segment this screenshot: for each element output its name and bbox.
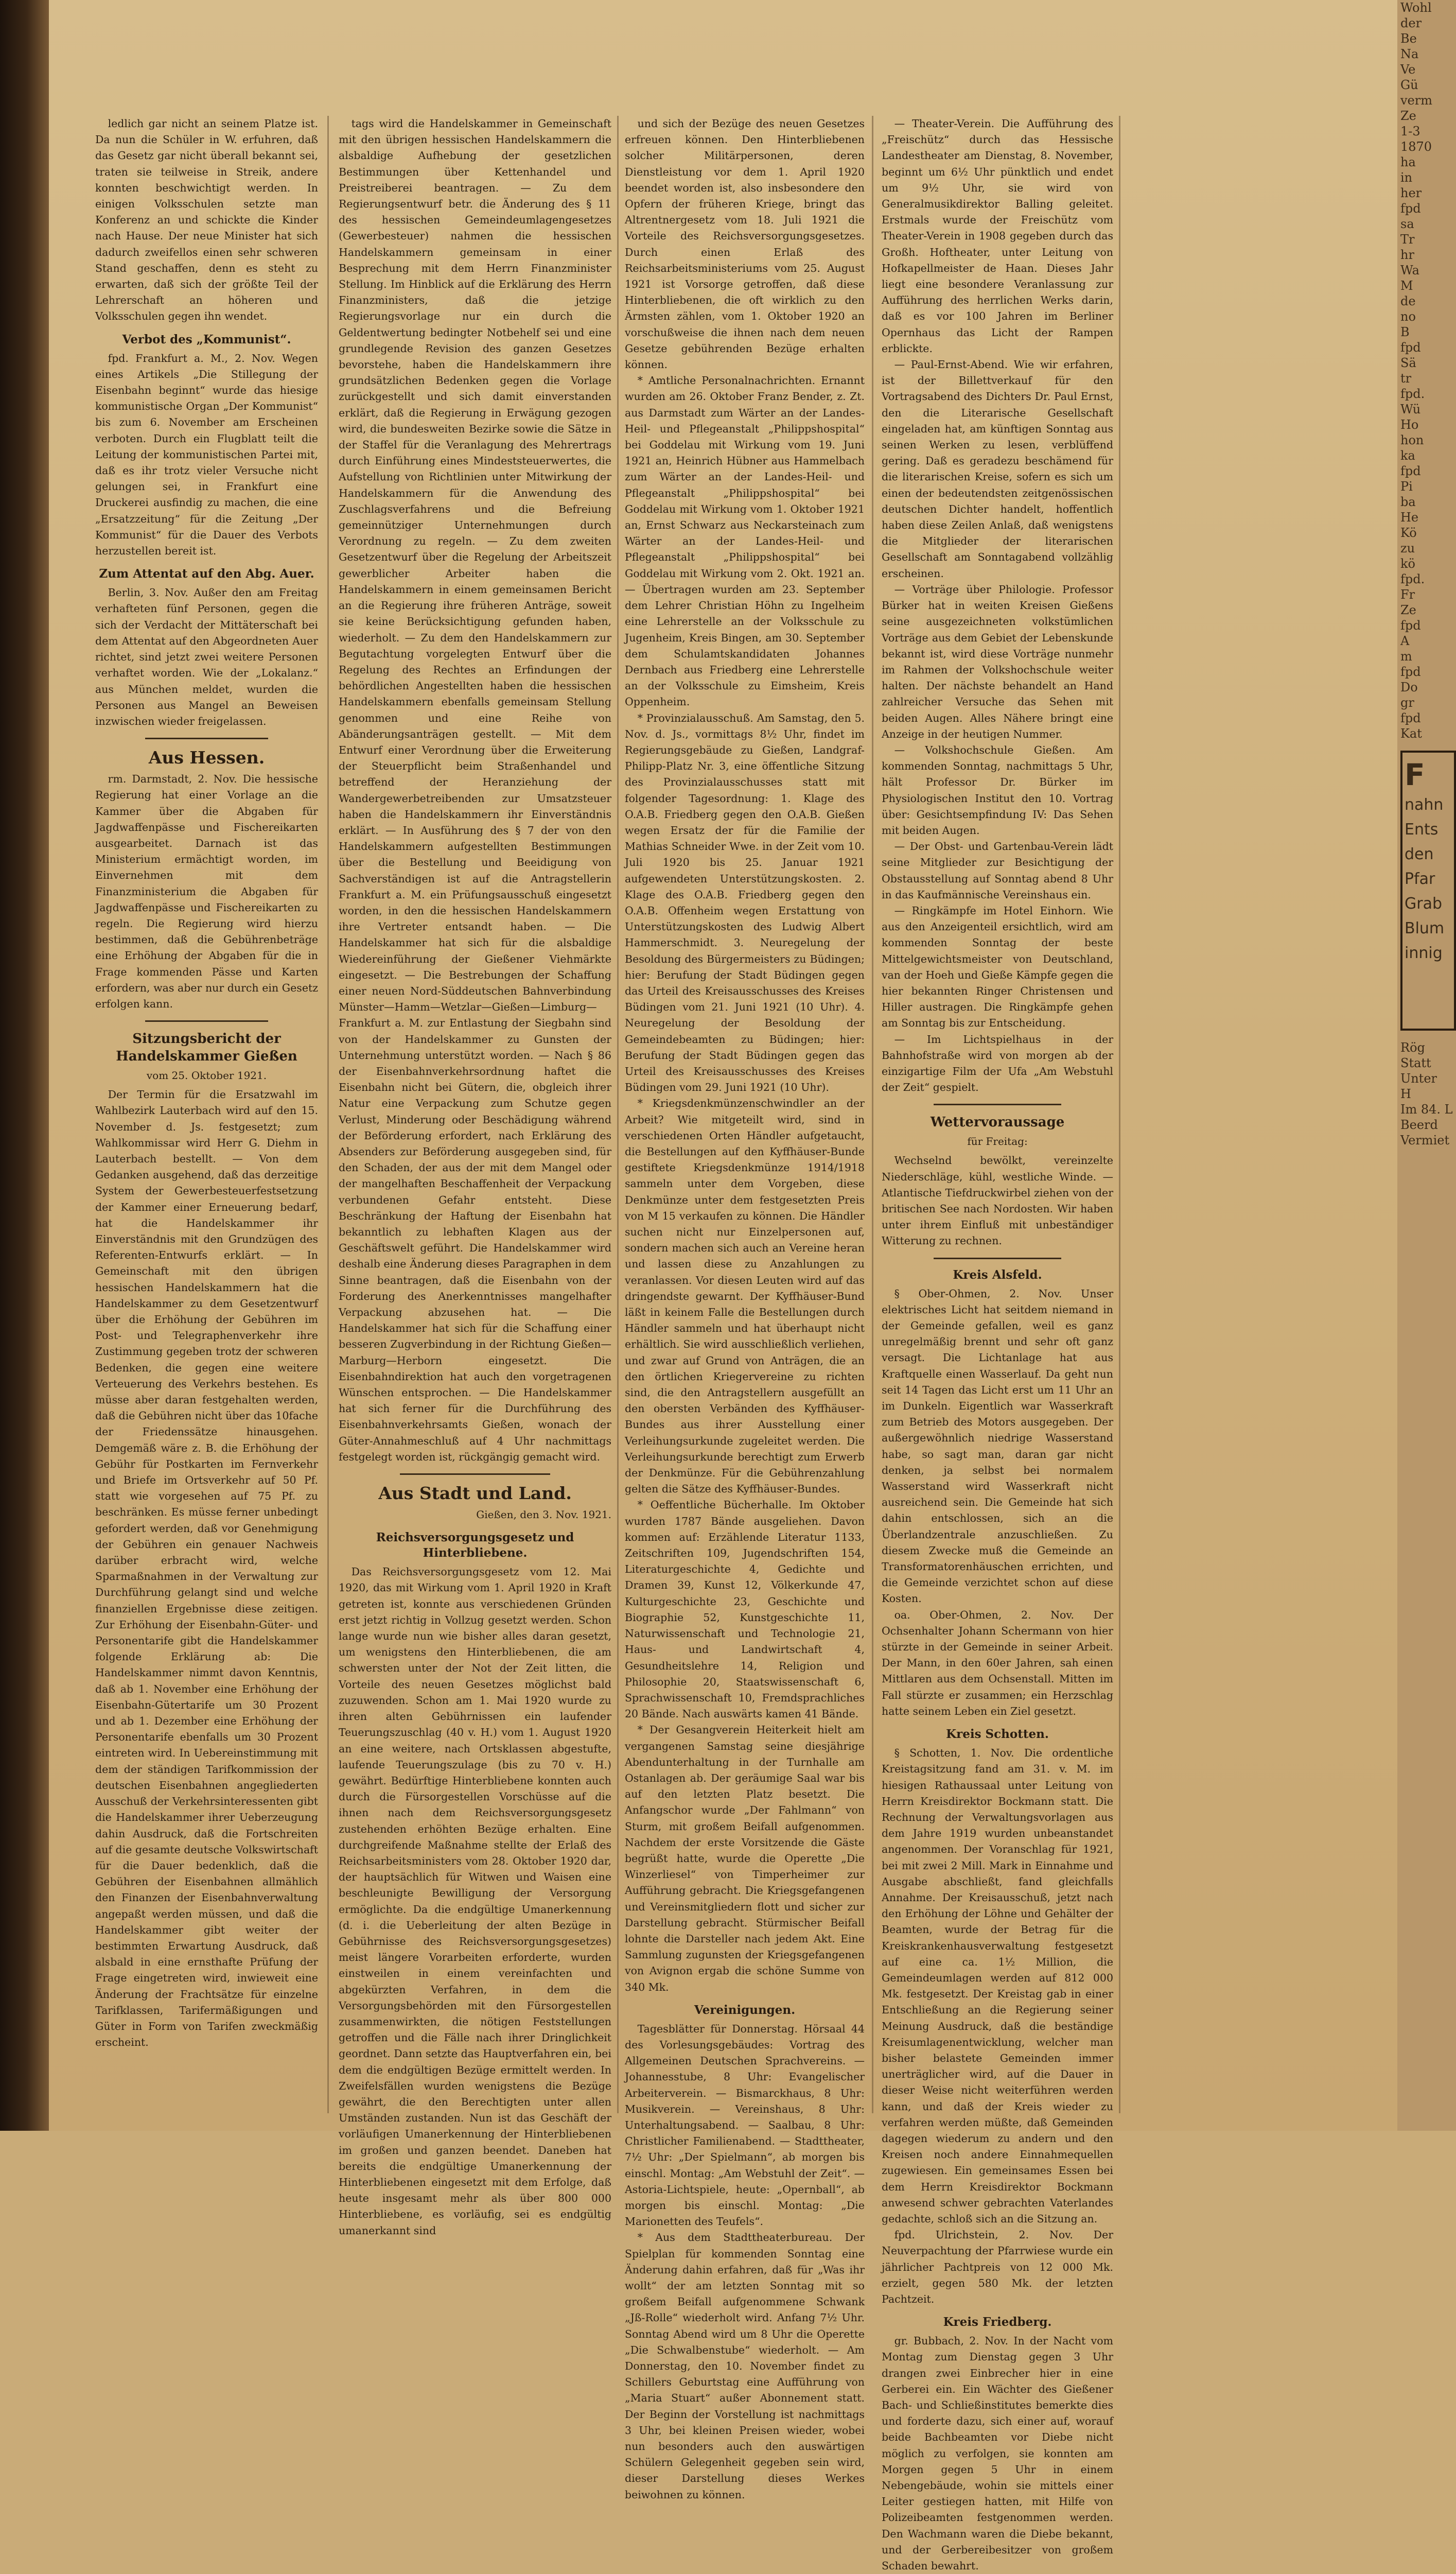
headline: Kreis Alsfeld. bbox=[953, 1267, 1042, 1282]
article-text: * Amtliche Personalnachrichten. Ernannt wurden am 26. Oktober Franz Bender, z. Zt. aus Darmstadt zum Wärter an der Landes-Heil- und Pflegeanstalt „Philippshospital“ bei Goddelau mit Wirkung vom 19. Juni 1921 an, Heinrich Hübner aus Hammelbach zum Wärter an der Landes-Heil- und Pflegeanstalt „Philippshospital“ bei Goddelau mit Wirkung vom 1. Oktober 1921 an, Ernst Schwarz aus Neckarsteinach zum Wärter an der Landes-Heil- und Pflegeanstalt „Philippshospital“ bei Goddelau mit Wirkung vom 2. Okt. 1921 an. — Übertragen wurden am 23. September dem Lehrer Christian Höhn zu Ingelheim eine Lehrerstelle an der Volksschule zu Jugenheim, Kreis Bingen, am 30. September dem Schulamtskandidaten Johannes Dernbach aus Friedberg eine Lehrerstelle an der Volksschule zu Eimsheim, Kreis Oppenheim. bbox=[625, 374, 865, 708]
headline: Verbot des „Kommunist“. bbox=[122, 332, 291, 346]
strip-line: ka bbox=[1400, 448, 1415, 463]
strip-line: hon bbox=[1400, 433, 1424, 447]
strip-line: fpd bbox=[1400, 340, 1421, 355]
article-text: fpd. Ulrichstein, 2. Nov. Der Neuverpachtung der Pfarrwiese wurde ein jährlicher Pachtpreis von 12 000 Mk. erzielt, gegen 580 Mk. der letzten Pachtzeit. bbox=[882, 2229, 1113, 2305]
strip-line: Statt bbox=[1400, 1056, 1431, 1070]
article-text: — Ringkämpfe im Hotel Einhorn. Wie aus den Anzeigenteil ersichtlich, wird am kommenden Sonntag der beste Mittelgewichtsmeister von Deutschland, van der Hoeh und Gieße Kämpfe gegen die hier bekannten Ringer Christensen und Hiller austragen. Die Ringkämpfe gehen am Sonntag bis zur Entscheidung. bbox=[882, 904, 1113, 1030]
strip-line: Wohl bbox=[1400, 1, 1432, 15]
book-binding bbox=[0, 0, 49, 2131]
strip-line: Pi bbox=[1400, 479, 1413, 494]
strip-line: B bbox=[1400, 325, 1410, 339]
dateline: Gießen, den 3. Nov. 1921. bbox=[476, 1508, 611, 1521]
strip-line: her bbox=[1400, 186, 1422, 200]
strip-line: Be bbox=[1400, 31, 1417, 46]
strip-line: tr bbox=[1400, 371, 1412, 386]
strip-line: zu bbox=[1400, 541, 1415, 555]
strip-line: fpd bbox=[1400, 711, 1421, 725]
strip-line: 1870 bbox=[1400, 140, 1432, 154]
strip-line: in bbox=[1400, 170, 1413, 185]
article-text: — Vorträge über Philologie. Professor Bürker hat in weiten Kreisen Gießens seine ausgezeichneten volkstümlichen Vorträge aus dem Gebiet der Lebenskunde bekannt ist, wird diese Vorträge nunmehr im Rahmen der Volkshochschule weiter halten. Der nächste behandelt an Hand zahlreicher Versuche das Sehen mit beiden Augen. Alles Nähere bringt eine Anzeige in der heutigen Nummer. bbox=[882, 583, 1113, 740]
section-headline: Sitzungsbericht der Handelskammer Gießen bbox=[116, 1031, 297, 1065]
strip-text-lines bbox=[1397, 0, 1456, 741]
column-rule bbox=[872, 116, 873, 2113]
strip-line: hr bbox=[1400, 248, 1414, 262]
strip-line: m bbox=[1400, 649, 1412, 664]
strip-line: Rög bbox=[1400, 1040, 1425, 1055]
strip-ad-line: Ents bbox=[1405, 821, 1439, 839]
strip-line: Beerd bbox=[1400, 1118, 1438, 1132]
headline-date: vom 25. Oktober 1921. bbox=[146, 1069, 267, 1082]
divider bbox=[145, 738, 268, 739]
strip-line: Wa bbox=[1400, 263, 1419, 277]
headline: Reichsversorgungsgesetz und Hinterbliebene. bbox=[376, 1531, 574, 1560]
strip-line: fpd bbox=[1400, 464, 1421, 478]
strip-ad-line: innig bbox=[1405, 944, 1443, 962]
weather-subheadline: für Freitag: bbox=[967, 1135, 1028, 1148]
strip-line: ba bbox=[1400, 495, 1416, 509]
strip-line: M bbox=[1400, 279, 1413, 293]
article-text: Das Reichsversorgungsgesetz vom 12. Mai 1920, das mit Wirkung vom 1. April 1920 in Kraft getreten ist, konnte aus verschiedenen Gründen erst jetzt richtig in Vollzug gesetzt werden. Schon lange wurde nun wie bisher alles daran gesetzt, um wenigstens den Hinterbliebenen, die am schwersten unter der Not der Zeit litten, die Vorteile des neuen Gesetzes möglichst bald zuzuwenden. Schon am 1. Mai 1920 wurde zu ihren alten Gebührnissen ein laufender Teuerungszuschlag (40 v. H.) vom 1. August 1920 an eine weitere, nach Ortsklassen abgestufte, laufende Teuerungszulage (bis zu 70 v. H.) gewährt. Bedürftige Hinterbliebene konnten auch durch die Fürsorgestellen Vorschüsse auf die ihnen nach dem Reichsversorgungsgesetz zustehenden erhöhten Bezüge erhalten. Eine durchgreifende Maßnahme stellte der Erlaß des Reichsarbeitsministers vom 28. Oktober 1920 dar, der hauptsächlich für Witwen und Waisen eine beschleunigte Bewilligung der Versorgung ermöglichte. Da die endgültige Umanerkennung (d. i. die Ueberleitung der alten Bezüge in Gebührnisse des Reichsversorgungsgesetzes) meist längere Vorarbeiten erforderte, wurden einstweilen in einem vereinfachten und abgekürzten Verfahren, in dem die Versorgungsbehörden mit den Fürsorgestellen zusammenwirkten, die nötigen Feststellungen getroffen und die Fälle nach ihrer Dringlichkeit geordnet. Dann setzte das Hauptverfahren ein, bei dem die endgültigen Bezüge ermittelt werden. In Zweifelsfällen wurden wenigstens die Bezüge gewährt, die den Berechtigten unter allen Umständen zustanden. Nun ist das Geschäft der vorläufigen Umanerkennung der Hinterbliebenen im großen und ganzen beendet. Daneben hat bereits die endgültige Umanerkennung der Hinterbliebenen eingesetzt mit dem Erfolge, daß heute insgesamt mehr als über 800 000 Hinterbliebene, es vorläufig, sei es endgültig umanerkannt sind bbox=[339, 1566, 611, 2237]
divider bbox=[400, 1473, 550, 1475]
strip-line: Kö bbox=[1400, 526, 1417, 540]
strip-line: Ze bbox=[1400, 603, 1416, 617]
article-text: § Schotten, 1. Nov. Die ordentliche Kreistagsitzung fand am 31. v. M. im hiesigen Rathaussaal unter Leitung von Herrn Kreisdirektor Bockmann statt. Die Rechnung der Verwaltungsvorlagen aus dem Jahre 1919 wurden unbeanstandet angenommen. Der Voranschlag für 1921, bei mit zwei 2 Mill. Mark in Einnahme und Ausgabe abschließt, fand gleichfalls Annahme. Der Kreisausschuß, jetzt nach den Erhöhung der Löhne und Gehälter der Beamten, wurde der Betrag für die Kreiskrankenhausverwaltung festgesetzt auf eine ca. 1½ Million, die Gemeindeumlagen werden auf 812 000 Mk. festgesetzt. Der Kreistag gab in einer Entschließung an die Regierung seiner Meinung Ausdruck, daß die beständige Kreisumlagenentwicklung, welcher man bisher belastete Gemeinden immer unerträglicher wird, auf die Dauer in dieser Weise nicht weiterführen werden kann, und daß der Kreis wieder zu verfahren werden müßte, daß Gemeinden dagegen wiederum zu andern und den Kreisen noch andere Einnahmequellen zugewiesen. Ein gemeinsames Essen bei dem Herrn Kreisdirektor Bockmann anwesend schwer gebrachten Vaterlandes gedachte, schloß sich an die Sitzung an. bbox=[882, 1747, 1113, 2225]
strip-line: Im 84. L bbox=[1400, 1102, 1453, 1117]
article-text: und sich der Bezüge des neuen Gesetzes erfreuen können. Den Hinterbliebenen solcher Militärpersonen, deren Dienstleistung vor dem 1. April 1920 beendet worden ist, also insbesondere den Opfern der früheren Kriege, bringt das Altrentnergesetz vom 18. Juli 1921 die Vorteile des Reichsversorgungsgesetzes. Durch einen Erlaß des Reichsarbeitsministeriums vom 25. August 1921 ist Vorsorge getroffen, daß diese Hinterbliebenen, die oft wirklich zu den Ärmsten zählen, vom 1. Oktober 1920 an vorschußweise die ihnen nach dem neuen Gesetze gebührenden Bezüge erhalten können. bbox=[625, 117, 865, 371]
strip-advertisement bbox=[1400, 751, 1456, 1031]
strip-line: fpd bbox=[1400, 201, 1421, 216]
column-3 bbox=[625, 116, 865, 2501]
adjacent-page-strip bbox=[1397, 0, 1456, 2131]
article-text: tags wird die Handelskammer in Gemeinschaft mit den übrigen hessischen Handelskammern die alsbaldige Aufhebung der gesetzlichen Bestimmungen über Kettenhandel und Preistreiberei beantragen. — Zu dem Regierungsentwurf betr. die Änderung des § 11 des hessischen Gemeindeumlagengesetzes (Gewerbesteuer) nahmen die hessischen Handelskammern gemeinsam in einer Besprechung mit dem Herrn Finanzminister Stellung. Im Hinblick auf die Erklärung des Herrn Finanzministers, daß die jetzige Regierungsvorlage nur ein durch die Geldentwertung bedingter Notbehelf sei und eine grundlegende Revision des ganzen Gesetzes bevorstehe, haben die Handelskammern ihre grundsätzlichen Bedenken gegen die Vorlage zurückgestellt und sich damit einverstanden erklärt, daß die Regierung in Erwägung gezogen wird, die bundesweiten Bezirke sowie die Sätze in der Staffel für die Veranlagung des Mehrertrags durch Einführung eines Mindeststeuerwertes, die Aufstellung von Richtlinien unter Mitwirkung der Handelskammern für die Anwendung des Zuschlagsverfahrens und die Befreiung gemeinnütziger Unternehmungen durch Verordnung zu regeln. — Zu dem zweiten Gesetzentwurf über die Regelung der Arbeitszeit gewerblicher Arbeiter haben die Handelskammern in einem gemeinsamen Bericht an die Regierung ihre früheren Anträge, soweit sie keine Berücksichtigung gefunden haben, wiederholt. — Zu dem den Handelskammern zur Begutachtung vorgelegten Entwurf über die Regelung des Rechtes an Erfindungen der behördlichen Angestellten haben die hessischen Handelskammern ebenfalls gemeinsam Stellung genommen und eine Reihe von Abänderungsanträgen gestellt. — Mit dem Entwurf einer Verordnung über die Erweiterung der Steuerpflicht beim Straßenhandel und betreffend der Heranziehung der Wandergewerbetreibenden zur Umsatzsteuer haben die Handelskammern ihr Einverständnis erklärt. — In Ausführung des § 7 der von den Handelskammern aufgestellten Bestimmungen über die Bestellung und Beeidigung von Sachverständigen ist auf die Antragstellerin Frankfurt a. M. ein Prüfungsausschuß eingesetzt worden, in den die hessischen Handelskammern ihre Vertreter entsandt haben. — Die Handelskammer hat sich für die alsbaldige Wiedereinführung der Gießener Viehmärkte eingesetzt. — Die Bestrebungen der Schaffung einer neuen Nord-Süddeutschen Bahnverbindung Münster—Hamm—Wetzlar—Gießen—Limburg—Frankfurt a. M. zur Entlastung der Siegbahn sind von der Handelskammer zu Gunsten der Unternehmung unterstützt worden. — Nach § 86 der Eisenbahnverkehrsordnung haftet die Eisenbahn nicht bei Gütern, die, obgleich ihrer Natur eine Verpackung zum Schutze gegen Verlust, Minderung oder Beschädigung während der Beförderung erfordert, nach Erklärung des Absenders zur Beförderung ausgegeben sind, für den Schaden, der aus der mit dem Mangel oder der mangelhaften Beschaffenheit der Verpackung verbundenen Gefahr entsteht. Diese Beschränkung der Haftung der Eisenbahn hat bekanntlich zu lebhaften Klagen aus der Geschäftswelt geführt. Die Handelskammer wird deshalb eine Änderung dieses Paragraphen in dem Sinne beantragen, daß die Eisenbahn von der Forderung des Anerkenntnisses mangelhafter Verpackung abzusehen hat. — Die Handelskammer hat sich für die Schaffung einer besseren Zugverbindung in der Richtung Gießen—Marburg—Herborn eingesetzt. Die Eisenbahndirektion hat auch den vorgetragenen Wünschen entsprochen. — Die Handelskammer hat sich ferner für die Durchführung des Eisenbahnverkehrsamts Gießen, wonach der Güter-Annahmeschluß auf 4 Uhr nachmittags festgelegt worden ist, rückgängig gemacht wird. bbox=[339, 117, 611, 1463]
divider bbox=[934, 1258, 1061, 1259]
strip-ad-line: F bbox=[1405, 757, 1425, 792]
article-text: Tagesblätter für Donnerstag. Hörsaal 44 des Vorlesungsgebäudes: Vortrag des Allgemeinen Deutschen Sprachvereins. — Johannesstube, 8 Uhr: Evangelischer Arbeiterverein. — Bismarckhaus, 8 Uhr: Musikverein. — Vereinshaus, 8 Uhr: Unterhaltungsabend. — Saalbau, 8 Uhr: Christlicher Familienabend. — Stadttheater, 7½ Uhr: „Der Spielmann“, ab morgen bis einschl. Montag: „Am Webstuhl der Zeit“. — Astoria-Lichtspiele, heute: „Opernball“, ab morgen bis einschl. Montag: „Die Marionetten des Teufels“. bbox=[625, 2022, 865, 2228]
headline: Kreis Schotten. bbox=[946, 1727, 1049, 1742]
strip-line: Sä bbox=[1400, 356, 1416, 370]
strip-line: fpd bbox=[1400, 618, 1421, 633]
strip-line: Fr bbox=[1400, 587, 1415, 602]
strip-text-lines bbox=[1397, 1040, 1456, 1148]
strip-line: 1-3 bbox=[1400, 124, 1420, 138]
weather-text: Wechselnd bewölkt, vereinzelte Niederschläge, kühl, westliche Winde. — Atlantische Tiefdruckwirbel ziehen von der britischen See nach Nordosten. Wir haben unter ihrem Einfluß mit unbeständiger Witterung zu rechnen. bbox=[882, 1154, 1113, 1247]
article-text: — Volkshochschule Gießen. Am kommenden Sonntag, nachmittags 5 Uhr, hält Professor Dr. Bürker im Physiologischen Institut den 10. Vortrag über: Gesichtsempfindung IV: Das Sehen mit beiden Augen. bbox=[882, 743, 1113, 837]
weather-headline: Wettervoraussage bbox=[930, 1115, 1065, 1131]
strip-line: A bbox=[1400, 634, 1410, 648]
strip-ad-line: den bbox=[1405, 845, 1434, 863]
article-text: — Paul-Ernst-Abend. Wie wir erfahren, ist der Billettverkauf für den Vortragsabend des Dichters Dr. Paul Ernst, den die Literarische Gesellschaft eingeladen hat, am künftigen Sonntag aus seinen Werken zu lesen, verblüffend gering. Daß es geradezu beschämend für die literarischen Kreise, sofern es sich um einen der bedeutendsten zeitgenössischen deutschen Dichter handelt, hoffentlich haben diese Zeilen Anlaß, daß wenigstens die Mitglieder der literarischen Gesellschaft am Sonntagabend vollzählig erscheinen. bbox=[882, 358, 1113, 580]
strip-ad-line: Pfar bbox=[1405, 870, 1435, 888]
strip-line: Ve bbox=[1400, 62, 1416, 77]
strip-line: Kat bbox=[1400, 726, 1422, 741]
strip-line: sa bbox=[1400, 217, 1414, 231]
strip-line: Vermiet bbox=[1400, 1133, 1450, 1147]
article-text: — Theater-Verein. Die Aufführung des „Freischütz“ durch das Hessische Landestheater am Dienstag, 8. November, beginnt um 6½ Uhr pünktlich und endet um 9½ Uhr, sie wird von Generalmusikdirektor Balling geleitet. Erstmals wurde der Freischütz vom Theater-Verein in 1908 gegeben durch das Großh. Hoftheater, unter Leitung von Hofkapellmeister de Haan. Dieses Jahr liegt eine besondere Veranlassung zur Aufführung des herrlichen Werks darin, daß es vor 100 Jahren im Berliner Opernhaus das Licht der Rampen erblickte. bbox=[882, 117, 1113, 355]
article-text: rm. Darmstadt, 2. Nov. Die hessische Regierung hat einer Vorlage an die Kammer über die Abgaben für Jagdwaffenpässe und Fischereikarten ausgearbeitet. Darnach ist das Ministerium ermächtigt worden, im Einvernehmen mit dem Finanzministerium die Abgaben für Jagdwaffenpässe und Fischereikarten zu regeln. Die Regierung wird hierzu bestimmen, daß die Gebührenbeträge eine Erhöhung der Abgaben für die in Frage kommenden Pässe und Karten erfordern, was aber nur durch ein Gesetz erfolgen kann. bbox=[95, 773, 318, 1010]
strip-line: Wü bbox=[1400, 402, 1421, 416]
strip-line: fpd bbox=[1400, 665, 1421, 679]
article-text: * Aus dem Stadttheaterbureau. Der Spielplan für kommenden Sonntag eine Änderung dahin erfahren, daß für „Was ihr wollt“ der am letzten Sonntag mit so großem Beifall aufgenommene Schwank „Jß-Rolle“ wiederholt wird. Anfang 7½ Uhr. Sonntag Abend wird um 8 Uhr die Operette „Die Schwalbenstube“ wiederholt. — Am Donnerstag, den 10. November findet zu Schillers Geburtstag eine Aufführung von „Maria Stuart“ außer Abonnement statt. Der Beginn der Vorstellung ist nachmittags 3 Uhr, bei kleinen Preisen wieder, wobei nun besonders auch den auswärtigen Schülern Gelegenheit gegeben sein wird, dieser Darstellung dieses Werkes beiwohnen zu können. bbox=[625, 2231, 865, 2501]
article-text: fpd. Frankfurt a. M., 2. Nov. Wegen eines Artikels „Die Stillegung der Eisenbahn beginnt“ wurde das hiesige kommunistische Organ „Der Kommunist“ bis zum 6. November am Erscheinen verboten. Durch ein Flugblatt teilt die Leitung der kommunistischen Partei mit, daß es ihr trotz vieler Versuche nicht gelungen sei, in Frankfurt eine Druckerei ausfindig zu machen, die eine „Ersatzzeitung“ für die Zeitung „Der Kommunist“ für die Dauer des Verbots herzustellen bereit ist. bbox=[95, 352, 318, 558]
headline: Zum Attentat auf den Abg. Auer. bbox=[99, 567, 314, 581]
strip-line: Unter bbox=[1400, 1071, 1437, 1086]
headline: Kreis Friedberg. bbox=[943, 2315, 1052, 2329]
strip-line: He bbox=[1400, 510, 1419, 525]
column-1 bbox=[95, 116, 318, 2113]
strip-line: verm bbox=[1400, 93, 1432, 108]
column-rule bbox=[1119, 116, 1120, 2113]
strip-line: ha bbox=[1400, 155, 1416, 169]
divider bbox=[145, 1020, 268, 1022]
strip-line: gr bbox=[1400, 695, 1414, 710]
strip-ad-line: Blum bbox=[1405, 919, 1445, 937]
strip-line: de bbox=[1400, 294, 1416, 308]
article-text: ledlich gar nicht an seinem Platze ist. Da nun die Schüler in W. erfuhren, daß das Gesetz gar nicht überall bekannt sei, traten sie teilweise in Streik, andere konnten beschwichtigt werden. In einigen Volksschulen setzte man Konferenz an und schickte die Kinder nach Hause. Der neue Minister hat sich dadurch zweifellos einen sehr schweren Stand geschaffen, denn es steht zu erwarten, daß sich der größte Teil der Lehrerschaft an höheren und Volksschulen gegen ihn wendet. bbox=[95, 117, 318, 323]
section-headline: Aus Stadt und Land. bbox=[378, 1483, 572, 1504]
article-text: Berlin, 3. Nov. Außer den am Freitag verhafteten fünf Personen, gegen die sich der Verdacht der Mittäterschaft bei dem Attentat auf den Abgeordneten Auer richtet, sind jetzt zwei weitere Personen verhaftet worden. Wie der „Lokalanz.“ aus München meldet, wurden die Personen aus Mangel an Beweisen inzwischen wieder freigelassen. bbox=[95, 586, 318, 727]
strip-line: no bbox=[1400, 309, 1416, 324]
strip-line: kö bbox=[1400, 556, 1415, 571]
article-text: — Im Lichtspielhaus in der Bahnhofstraße wird von morgen ab der einzigartige Film der Ufa „Am Webstuhl der Zeit“ gespielt. bbox=[882, 1033, 1113, 1094]
column-2 bbox=[339, 116, 611, 2237]
column-4 bbox=[882, 116, 1113, 2572]
article-text: gr. Bubbach, 2. Nov. In der Nacht vom Montag zum Dienstag gegen 3 Uhr drangen zwei Einbrecher hier in eine Gerberei ein. Ein Wächter des Gießener Bach- und Schließinstitutes bemerkte dies und forderte dazu, sich einer auf, worauf beide Bachbeamten vor Diebe nicht möglich zu verfolgen, sie konnten am Morgen gegen 5 Uhr in einem Nebengebäude, wohin sie mittels einer Leiter gestiegen hatten, mit Hilfe von Polizeibeamten festgenommen werden. Den Wachmann waren die Diebe bekannt, und der Gerbereibesitzer von großem Schaden bewahrt. bbox=[882, 2335, 1113, 2572]
article-text: * Oeffentliche Bücherhalle. Im Oktober wurden 1787 Bände ausgeliehen. Davon kommen auf: Erzählende Literatur 1133, Zeitschriften 109, Jugendschriften 154, Literaturgeschichte 4, Gedichte und Dramen 39, Kunst 12, Völkerkunde 47, Kulturgeschichte 23, Geschichte und Biographie 52, Kunstgeschichte 11, Naturwissenschaft und Technologie 21, Haus- und Landwirtschaft 4, Gesundheitslehre 14, Religion und Philosophie 20, Staatswissenschaft 6, Sprachwissenschaft 10, Fremdsprachliches 20 Bände. Nach auswärts kamen 41 Bände. bbox=[625, 1499, 865, 1720]
strip-line: Ho bbox=[1400, 418, 1419, 432]
article-text: * Provinzialausschuß. Am Samstag, den 5. Nov. d. Js., vormittags 8½ Uhr, findet im Regierungsgebäude zu Gießen, Landgraf-Philipp-Platz Nr. 3, eine öffentliche Sitzung des Provinzialausschusses statt mit folgender Tagesordnung: 1. Klage des O.A.B. Friedberg gegen den O.A.B. Gießen wegen Ersatz der für die Familie der Mathias Schneider Wwe. in der Zeit vom 10. Juli 1920 bis 25. Januar 1921 aufgewendeten Unterstützungskosten. 2. Klage des O.A.B. Friedberg gegen den O.A.B. Offenheim wegen Erstattung von Unterstützungskosten des Ludwig Albert Hammerschmidt. 3. Neuregelung der Besoldung des Bürgermeisters zu Büdingen; hier: Berufung der Stadt Büdingen gegen das Urteil des Kreisausschusses des Kreises Büdingen vom 21. Juni 1921 (10 Uhr). 4. Neuregelung der Besoldung der Gemeindebeamten zu Büdingen; hier: Berufung der Stadt Büdingen gegen das Urteil des Kreisausschusses des Kreises Büdingen vom 29. Juni 1921 (10 Uhr). bbox=[625, 711, 865, 1094]
headline: Vereinigungen. bbox=[694, 2003, 796, 2017]
column-rule bbox=[617, 116, 619, 2113]
article-text: * Der Gesangverein Heiterkeit hielt am vergangenen Samstag seine diesjährige Abendunterhaltung in der Turnhalle am Ostanlagen ab. Der geräumige Saal war bis auf den letzten Platz besetzt. Die Anfangschor wurde „Der Fahlmann“ von Sturm, mit großem Beifall aufgenommen. Nachdem der erste Vorsitzende die Gäste begrüßt hatte, wurde die Operette „Die Winzerliesel“ von Timperheimer zur Aufführung gebracht. Die Kriegsgefangenen und Vereinsmitgliedern flott und sicher zur Darstellung gebracht. Stürmischer Beifall lohnte die Darsteller nach jedem Akt. Eine Sammlung zugunsten der Kriegsgefangenen von Avignon ergab die schöne Summe von 340 Mk. bbox=[625, 1724, 865, 1993]
strip-ad-line: nahn bbox=[1405, 796, 1444, 814]
article-text: — Der Obst- und Gartenbau-Verein lädt seine Mitglieder zur Besichtigung der Obstausstellung auf Sonntag abend 8 Uhr in das Kaufmännische Vereinshaus ein. bbox=[882, 840, 1113, 901]
strip-line: fpd. bbox=[1400, 387, 1425, 401]
strip-line: der bbox=[1400, 16, 1422, 30]
article-text: § Ober-Ohmen, 2. Nov. Unser elektrisches Licht hat seitdem niemand in der Gemeinde gefallen, weil es ganz unregelmäßig brennt und sehr oft ganz versagt. Die Lichtanlage hat aus Kraftquelle einen Wasserlauf. Da geht nun seit 14 Tagen das Licht erst um 11 Uhr an im Dunkeln. Eigentlich war Wasserkraft zum Betrieb des Motors ausgegeben. Der außergewöhnlich niedrige Wasserstand habe, so sagt man, daran gar nicht denken, ja selbst bei normalem Wasserstand wird Wasserkraft nicht ausreichend sein. Die Gemeinde hat sich dahin entschlossen, sich an die Überlandzentrale anzuschließen. Zu diesem Zwecke muß die Gemeinde an Transformatorenhäuschen errichten, und die Gemeinde verzichtet schon auf diese Kosten. bbox=[882, 1287, 1113, 1605]
article-text: * Kriegsdenkmünzenschwindler an der Arbeit? Wie mitgeteilt wird, sind in verschiedenen Orten Händler aufgetaucht, die Bestellungen auf den Kyffhäuser-Bunde gestiftete Kriegsdenkmünze 1914/1918 sammeln unter dem Vorgeben, diese Denkmünze unter dem festgesetzten Preis von M 15 verkaufen zu können. Die Händler suchen nicht nur Einzelpersonen auf, sondern machen sich auch an Vereine heran und lassen diese zu Anzahlungen zu veranlassen. Vor diesen Leuten wird auf das dringendste gewarnt. Der Kyffhäuser-Bund läßt in keinem Falle die Bestellungen durch Händler sammeln und hat überhaupt nicht erhältlich. Sie wird ausschließlich verliehen, und zwar auf Grund von Anträgen, die an den örtlichen Kriegervereine zu richten sind, die den Antragstellern ausgefüllt an den obersten Verbänden des Kyffhäuser-Bundes aus ihrer Ausstellung einer Verleihungsurkunde zugeleitet werden. Die Verleihungsurkunde berechtigt zum Erwerb der Denkmünze. Für die Gebührenzahlung gelten die Sätze des Kyffhäuser-Bundes. bbox=[625, 1097, 865, 1495]
column-rule bbox=[327, 116, 329, 2113]
article-text: Der Termin für die Ersatzwahl im Wahlbezirk Lauterbach wird auf den 15. November d. Js. festgesetzt; zum Wahlkommissar wird Herr G. Diehm in Lauterbach bestellt. — Von dem Gedanken ausgehend, daß das derzeitige System der Gewerbesteuerfestsetzung der Kammer einer Erneuerung bedarf, hat die Handelskammer ihr Einverständnis mit den Grundzügen des Referenten-Entwurfs erklärt. — In Gemeinschaft mit den übrigen hessischen Handelskammern hat die Handelskammer zu dem Gesetzentwurf über die Erhöhung der Gebühren im Post- und Telegraphenverkehr ihre Zustimmung gegeben trotz der schweren Bedenken, die gegen eine weitere Verteuerung des Verkehrs bestehen. Es müsse aber daran festgehalten werden, daß die Gebühren nicht über das 10fache der Friedenssätze hinausgehen. Demgemäß wäre z. B. die Erhöhung der Gebühr für Postkarten im Fernverkehr und Briefe im Ortsverkehr auf 50 Pf. statt wie vorgesehen auf 75 Pf. zu beschränken. Es müsse ferner unbedingt gefordert werden, daß vor Genehmigung der Gebühren ein genauer Nachweis darüber erbracht wird, welche Sparmaßnahmen in der Verwaltung zur Durchführung gelangt sind und welche finanziellen Ergebnisse diese zeitigen. Zur Erhöhung der Eisenbahn-Güter- und Personentarife gibt die Handelskammer folgende Erklärung ab: Die Handelskammer nimmt davon Kenntnis, daß ab 1. November eine Erhöhung der Eisenbahn-Gütertarife um 30 Prozent und ab 1. Dezember eine Erhöhung der Personentarife ebenfalls um 30 Prozent eintreten wird. In Uebereinstimmung mit dem der ständigen Tarifkommission der deutschen Eisenbahnen angegliederten Ausschuß der Verkehrsinteressenten gibt die Handelskammer ihrer Ueberzeugung dahin Ausdruck, daß die Fortschreiten auf die gesamte deutsche Volkswirtschaft für die Dauer bedenklich, daß die Gebühren der Eisenbahnen allmählich den Finanzen der Eisenbahnverwaltung angepaßt werden müssen, und daß die Handelskammer gibt weiter der bestimmten Erwartung Ausdruck, daß alsbald in eine ernsthafte Prüfung der Frage eingetreten wird, inwieweit eine Änderung der Frachtsätze für einzelne Tarifklassen, Tarifermäßigungen und Güter in Form von Tarifen zweckmäßig erscheint. bbox=[95, 1088, 318, 2049]
strip-line: fpd. bbox=[1400, 572, 1425, 586]
article-text: oa. Ober-Ohmen, 2. Nov. Der Ochsenhalter Johann Schermann von hier stürzte in der Gemeinde in seiner Arbeit. Der Mann, in den 60er Jahren, sah einen Mittlaren aus dem Ochsenstall. Mitten im Fall stürzte er zusammen; ein Herzschlag hatte seinem Leben ein Ziel gesetzt. bbox=[882, 1608, 1113, 1717]
strip-line: Gü bbox=[1400, 78, 1418, 92]
strip-line: Ze bbox=[1400, 109, 1416, 123]
strip-line: Na bbox=[1400, 47, 1419, 61]
divider bbox=[934, 1104, 1061, 1105]
strip-line: H bbox=[1400, 1087, 1411, 1101]
strip-ad-line: Grab bbox=[1405, 895, 1443, 913]
strip-line: Tr bbox=[1400, 232, 1415, 247]
section-headline: Aus Hessen. bbox=[148, 747, 265, 768]
strip-line: Do bbox=[1400, 680, 1418, 694]
